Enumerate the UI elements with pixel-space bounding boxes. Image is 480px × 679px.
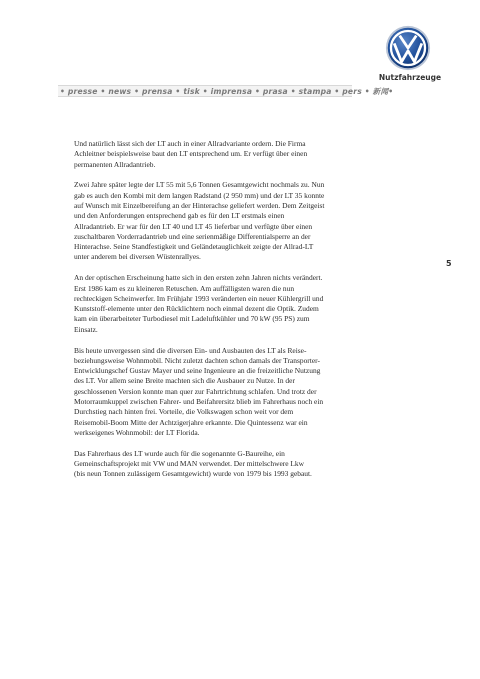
- text-line: des LT. Vor allem seine Breite machten sich die Ausbauer zu Nutze. In der: [74, 376, 295, 386]
- text-line: (bis neun Tonnen zulässigem Gesamtgewicht) wurde von 1979 bis 1993 gebaut.: [74, 469, 312, 479]
- text-line: werkseigenes Wohnmobil: der LT Florida.: [74, 427, 200, 437]
- text-line: Kunststoff-elemente unter den Rücklichtern noch einmal dezent die Optik. Zudem: [74, 304, 319, 314]
- text-line: Achleitner beispielsweise baut den LT entsprechend um. Er verfügt über einen: [74, 149, 308, 159]
- paragraph: [74, 139, 374, 170]
- brand-caption: Nutzfahrzeuge: [378, 73, 442, 82]
- text-line: beziehungsweise Wohnmobil. Nicht zuletzt dachten schon damals der Transporter-: [74, 355, 320, 365]
- text-line: Erst 1986 kam es zu kleineren Retuschen. Am auffälligsten waren die nun: [74, 283, 295, 293]
- text-line: Hinterachse. Seine Standfestigkeit und Geländetauglichkeit zeigte der Allrad-LT: [74, 242, 314, 252]
- paragraph: [74, 273, 374, 335]
- text-line: geschlossenen Version konnte man quer zur Fahrtrichtung schlafen. Und trotz der: [74, 386, 317, 396]
- text-line: Durchstieg nach hinten frei. Vorteile, die Volkswagen schon weit vor dem: [74, 407, 294, 417]
- text-line: Einsatz.: [74, 324, 98, 334]
- text-line: An der optischen Erscheinung hatte sich in den ersten zehn Jahren nichts verändert.: [74, 273, 323, 283]
- text-line: zuschaltbaren Vorderradantrieb und eine serienmäßige Differentialsperre an der: [74, 231, 311, 241]
- text-line: Motorraumkuppel zwischen Fahrer- und Beifahrersitz blieb im Fahrerhaus noch ein: [74, 397, 324, 407]
- paragraph: [74, 346, 374, 439]
- text-line: kam ein überarbeiteter Turbodiesel mit Ladeluftkühler und 70 kW (95 PS) zum: [74, 314, 310, 324]
- text-line: Allradantrieb. Er war für den LT 40 und LT 45 lieferbar und verfügte über einen: [74, 221, 313, 231]
- text-line: Entwicklungschef Gustav Mayer und seine Ingenieure an die freizeitliche Nutzung: [74, 366, 321, 376]
- vw-logo-icon: [385, 25, 431, 71]
- text-line: und den Anforderungen entsprechend gab es für den LT erstmals einen: [74, 211, 285, 221]
- text-line: Gemeinschaftsprojekt mit VW und MAN verwendet. Der mittelschwere Lkw: [74, 459, 305, 469]
- text-line: auf Wunsch mit Einzelbereifung an der Hinterachse geliefert werden. Dem Zeitgeist: [74, 200, 325, 210]
- page-number: 5: [446, 259, 452, 268]
- paragraph: [74, 449, 374, 480]
- text-line: rechteckigen Scheinwerfer. Im Frühjahr 1993 veränderten ein neuer Kühlergrill und: [74, 293, 324, 303]
- text-line: Reisemobil-Boom Mitte der Achtzigerjahre erkannte. Die Quintessenz war ein: [74, 417, 308, 427]
- press-languages-strip: • presse • news • prensa • tisk • imprensa • prasa • stampa • pers • 新闻•: [60, 87, 394, 96]
- text-line: Zwei Jahre später legte der LT 55 mit 5,6 Tonnen Gesamtgewicht nochmals zu. Nun: [74, 180, 325, 190]
- text-line: unter anderem bei diversen Wüstenrallyes.: [74, 252, 201, 262]
- text-line: Und natürlich lässt sich der LT auch in einer Allradvariante ordern. Die Firma: [74, 139, 306, 148]
- text-line: Das Fahrerhaus des LT wurde auch für die sogenannte G-Baureihe, ein: [74, 448, 285, 458]
- text-line: permanenten Allradantrieb.: [74, 159, 156, 169]
- body-text: [74, 139, 374, 490]
- text-line: Bis heute unvergessen sind die diversen Ein- und Ausbauten des LT als Reise-: [74, 345, 307, 355]
- text-line: gab es auch den Kombi mit dem langen Radstand (2 950 mm) und der LT 35 konnte: [74, 190, 325, 200]
- paragraph: [74, 180, 374, 262]
